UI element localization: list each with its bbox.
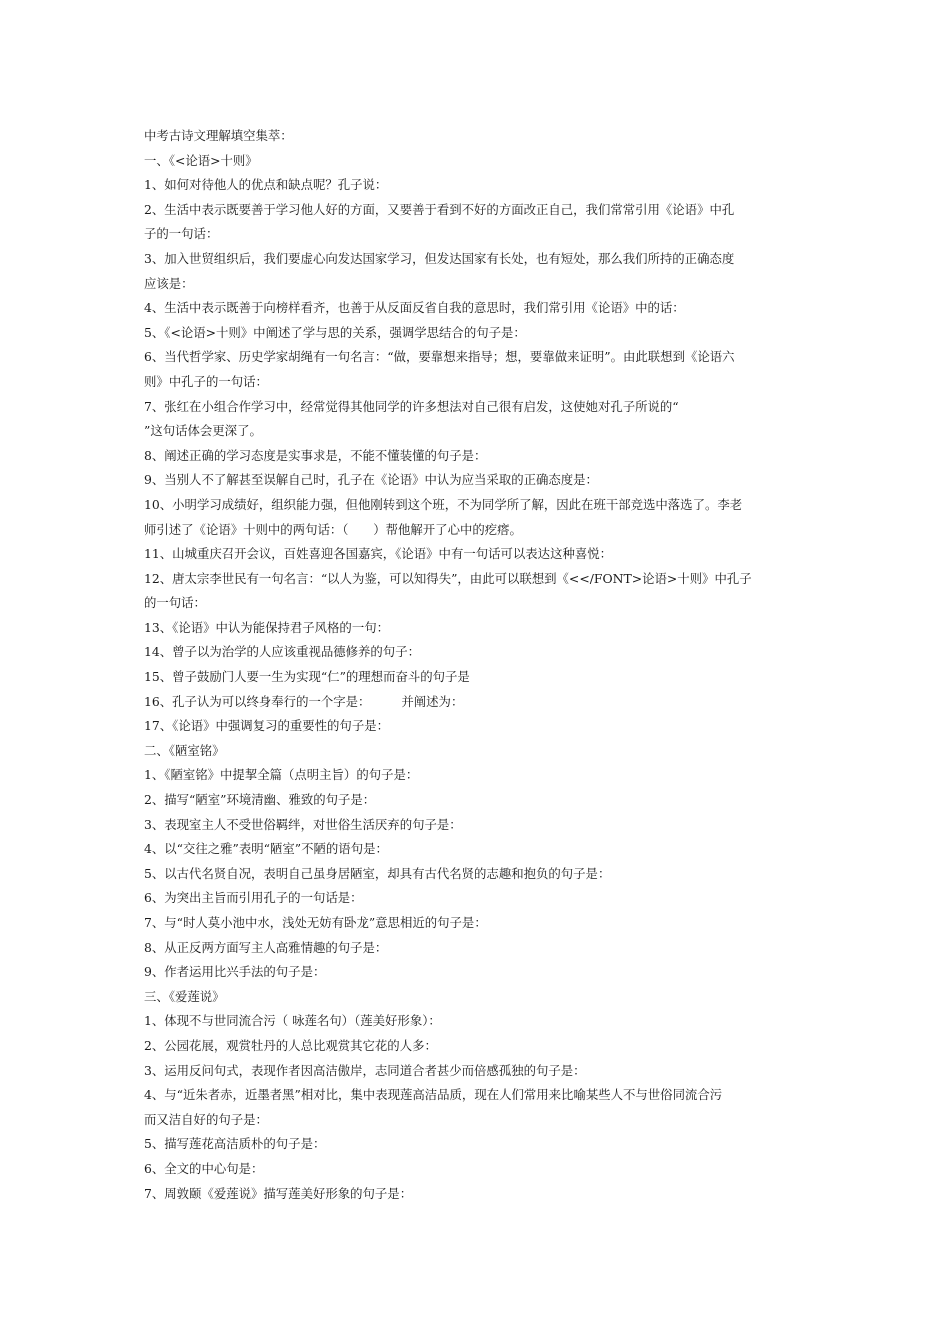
section-heading-ailianshuo: 三、《爱莲说》 xyxy=(144,988,225,1004)
question-line: 2、公园花展，观赏牡丹的人总比观赏其它花的人多： xyxy=(144,1037,437,1053)
question-line: 3、表现室主人不受世俗羁绊，对世俗生活厌弃的句子是： xyxy=(144,816,462,832)
question-line: 11、山城重庆召开会议，百姓喜迎各国嘉宾，《论语》中有一句话可以表达这种喜悦： xyxy=(144,546,613,562)
question-line: 1、体现不与世同流合污（ 咏莲名句）（莲美好形象）： xyxy=(144,1013,441,1029)
question-line: 7、周敦颐《爱莲说》描写莲美好形象的句子是： xyxy=(144,1185,413,1201)
question-line: 12、唐太宗李世民有一句名言：“以人为鉴，可以知得失”，由此可以联想到《<</FONT>论语>十则》中孔子 xyxy=(144,570,752,586)
question-line: ”这句话体会更深了。 xyxy=(144,423,262,439)
question-line: 5、以古代名贤自况，表明自己虽身居陋室，却具有古代名贤的志趣和抱负的句子是： xyxy=(144,865,611,881)
question-line: 16、孔子认为可以终身奉行的一个字是： 并阐述为： xyxy=(144,693,464,709)
question-line: 6、全文的中心句是： xyxy=(144,1160,264,1176)
question-line: 4、以“交往之雅”表明“陋室”不陋的语句是： xyxy=(144,841,388,857)
question-line: 师引述了《论语》十则中的两句话：（ ）帮他解开了心中的疙瘩。 xyxy=(144,521,522,537)
question-line: 8、阐述正确的学习态度是实事求是，不能不懂装懂的句子是： xyxy=(144,447,487,463)
question-line: 5、描写莲花高洁质朴的句子是： xyxy=(144,1136,326,1152)
question-line: 4、与“近朱者赤，近墨者黑”相对比，集中表现莲高洁品质，现在人们常用来比喻某些人不与世俗同流合污 xyxy=(144,1087,723,1103)
question-line: 1、如何对待他人的优点和缺点呢？孔子说： xyxy=(144,177,388,193)
question-line: 13、《论语》中认为能保持君子风格的一句： xyxy=(144,619,389,635)
document-title: 中考古诗文理解填空集萃： xyxy=(144,128,293,143)
question-line: 7、与“时人莫小池中水，浅处无妨有卧龙”意思相近的句子是： xyxy=(144,915,487,930)
question-line: 15、曾子鼓励门人要一生为实现“仁”的理想而奋斗的句子是 xyxy=(144,669,470,685)
question-line: 应该是： xyxy=(144,275,194,291)
question-line: 10、小明学习成绩好，组织能力强，但他刚转到这个班，不为同学所了解，因此在班干部竞选中落选了。李老 xyxy=(144,496,743,512)
question-line: 2、描写“陋室”环境清幽、雅致的句子是： xyxy=(144,792,376,808)
question-line: 的一句话： xyxy=(144,595,206,611)
question-line: 则》中孔子的一句话： xyxy=(144,373,268,389)
section-heading-lunyu: 一、《<论语>十则》 xyxy=(144,152,258,168)
question-line: 14、曾子以为治学的人应该重视品德修养的句子： xyxy=(144,644,420,660)
question-line: 6、当代哲学家、历史学家胡绳有一句名言：“做，要靠想来指导；想，要靠做来证明”。由此联想到《论语六 xyxy=(144,349,735,365)
question-line: 6、为突出主旨而引用孔子的一句话是： xyxy=(144,890,363,906)
question-line: 3、加入世贸组织后，我们要虚心向发达国家学习，但发达国家有长处，也有短处，那么我们所持的正确态度 xyxy=(144,250,735,266)
question-line: 9、当别人不了解甚至误解自己时，孔子在《论语》中认为应当采取的正确态度是： xyxy=(144,472,598,488)
question-line: 4、生活中表示既善于向榜样看齐，也善于从反面反省自我的意思时，我们常引用《论语》中的话： xyxy=(144,300,685,316)
question-line: 而又洁自好的句子是： xyxy=(144,1111,268,1127)
question-line: 3、运用反问句式，表现作者因高洁傲岸，志同道合者甚少而倍感孤独的句子是： xyxy=(144,1062,586,1078)
question-line: 9、作者运用比兴手法的句子是： xyxy=(144,964,326,980)
question-line: 1、《陋室铭》中提挈全篇（点明主旨）的句子是： xyxy=(144,767,419,783)
question-line: 子的一句话： xyxy=(144,226,219,242)
document-body xyxy=(144,124,810,1206)
question-line: 7、张红在小组合作学习中，经常觉得其他同学的许多想法对自己很有启发，这使她对孔子所说的“ xyxy=(144,398,679,414)
section-heading-loushiming: 二、《陋室铭》 xyxy=(144,742,225,758)
question-line: 17、《论语》中强调复习的重要性的句子是： xyxy=(144,718,389,734)
question-line: 5、《<论语>十则》中阐述了学与思的关系，强调学思结合的句子是： xyxy=(144,324,526,340)
question-line: 2、生活中表示既要善于学习他人好的方面，又要善于看到不好的方面改正自己，我们常常引用《论语》中孔 xyxy=(144,201,735,217)
question-line: 8、从正反两方面写主人高雅情趣的句子是： xyxy=(144,939,388,955)
